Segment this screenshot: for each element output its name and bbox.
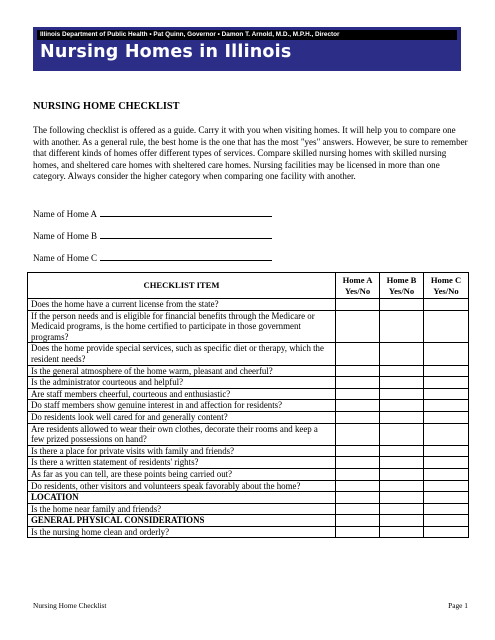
home-a-answer-cell[interactable] — [336, 480, 380, 492]
home-b-answer-cell[interactable] — [380, 299, 424, 311]
checklist-question: Is the home near family and friends? — [28, 503, 336, 515]
checklist-item-header: CHECKLIST ITEM — [28, 273, 336, 299]
home-a-answer-cell[interactable] — [336, 515, 380, 527]
home-c-answer-cell[interactable] — [424, 343, 469, 365]
home-c-answer-cell[interactable] — [424, 377, 469, 389]
home-a-answer-cell[interactable] — [336, 411, 380, 423]
home-a-name-line — [33, 207, 272, 219]
table-row — [28, 411, 469, 423]
table-row — [28, 480, 469, 492]
table-row — [28, 365, 469, 377]
home-a-answer-cell[interactable] — [336, 526, 380, 538]
table-row — [28, 388, 469, 400]
footer-title: Nursing Home Checklist — [33, 601, 107, 610]
table-row — [28, 310, 469, 343]
intro-paragraph: The following checklist is offered as a guide. Carry it with you when visiting homes. It will help you to compare one with another. As a general rule, the best home is the one that has the most "yes" answers. However, be sure to remember that different kinds of homes offer different types of services. Compare skilled nursing homes with skilled nursing homes, and sheltered care homes with sheltered care homes. Nursing facilities may be licensed in more than one category. Always consider the higher category when comparing one facility with another. — [33, 125, 468, 182]
home-a-answer-cell[interactable] — [336, 299, 380, 311]
home-c-answer-cell[interactable] — [424, 526, 469, 538]
home-c-answer-cell[interactable] — [424, 492, 469, 504]
home-a-answer-cell[interactable] — [336, 503, 380, 515]
table-row — [28, 299, 469, 311]
header-banner — [33, 27, 461, 71]
checklist-question: Does the home have a current license from the state? — [28, 299, 336, 311]
home-a-label: Name of Home A — [33, 209, 98, 219]
home-c-label: Name of Home C — [33, 253, 98, 263]
home-a-answer-cell[interactable] — [336, 310, 380, 343]
home-c-answer-cell[interactable] — [424, 388, 469, 400]
checklist-question: Do residents, other visitors and volunteers speak favorably about the home? — [28, 480, 336, 492]
table-row — [28, 423, 469, 445]
page-heading: NURSING HOME CHECKLIST — [33, 101, 180, 112]
home-c-answer-cell[interactable] — [424, 480, 469, 492]
table-row — [28, 377, 469, 389]
checklist-question: Do staff members show genuine interest in and affection for residents? — [28, 400, 336, 412]
banner-title: Nursing Homes in Illinois — [40, 42, 292, 62]
checklist-question: Is the general atmosphere of the home warm, pleasant and cheerful? — [28, 365, 336, 377]
home-b-blank[interactable] — [100, 229, 272, 239]
home-b-label: Name of Home B — [33, 231, 98, 241]
home-b-answer-cell[interactable] — [380, 423, 424, 445]
checklist-question: As far as you can tell, are these points being carried out? — [28, 468, 336, 480]
home-b-answer-cell[interactable] — [380, 411, 424, 423]
home-b-answer-cell[interactable] — [380, 515, 424, 527]
table-row — [28, 468, 469, 480]
checklist-question: Do residents look well cared for and generally content? — [28, 411, 336, 423]
table-row — [28, 457, 469, 469]
table-row — [28, 503, 469, 515]
checklist-question: Does the home provide special services, such as specific diet or therapy, which the resident needs? — [28, 343, 336, 365]
checklist-question: Are staff members cheerful, courteous and enthusiastic? — [28, 388, 336, 400]
section-row — [28, 515, 469, 527]
home-a-answer-cell[interactable] — [336, 492, 380, 504]
home-b-answer-cell[interactable] — [380, 400, 424, 412]
home-c-answer-cell[interactable] — [424, 423, 469, 445]
home-c-answer-cell[interactable] — [424, 503, 469, 515]
checklist-table — [27, 272, 469, 538]
banner-agency-line: Illinois Department of Public Health • Pat Quinn, Governor • Damon T. Arnold, M.D., M.P.H., Director — [37, 30, 457, 40]
home-a-answer-cell[interactable] — [336, 468, 380, 480]
checklist-question: Is the nursing home clean and orderly? — [28, 526, 336, 538]
home-b-answer-cell[interactable] — [380, 388, 424, 400]
home-c-answer-cell[interactable] — [424, 299, 469, 311]
home-b-answer-cell[interactable] — [380, 343, 424, 365]
home-a-answer-cell[interactable] — [336, 388, 380, 400]
section-row — [28, 492, 469, 504]
home-b-answer-cell[interactable] — [380, 503, 424, 515]
home-b-answer-cell[interactable] — [380, 492, 424, 504]
home-b-answer-cell[interactable] — [380, 480, 424, 492]
home-b-answer-cell[interactable] — [380, 365, 424, 377]
section-heading: GENERAL PHYSICAL CONSIDERATIONS — [28, 515, 336, 527]
home-b-name-line — [33, 229, 272, 241]
footer-page-number: Page 1 — [448, 601, 468, 610]
home-c-header: Home C Yes/No — [424, 273, 469, 299]
home-a-blank[interactable] — [100, 207, 272, 217]
table-row — [28, 343, 469, 365]
home-b-answer-cell[interactable] — [380, 468, 424, 480]
home-a-answer-cell[interactable] — [336, 423, 380, 445]
home-c-answer-cell[interactable] — [424, 457, 469, 469]
table-row — [28, 445, 469, 457]
home-b-answer-cell[interactable] — [380, 457, 424, 469]
home-c-answer-cell[interactable] — [424, 310, 469, 343]
home-a-answer-cell[interactable] — [336, 377, 380, 389]
home-b-answer-cell[interactable] — [380, 377, 424, 389]
home-c-answer-cell[interactable] — [424, 411, 469, 423]
home-c-answer-cell[interactable] — [424, 365, 469, 377]
home-b-header: Home B Yes/No — [380, 273, 424, 299]
checklist-question: Is the administrator courteous and helpful? — [28, 377, 336, 389]
home-a-answer-cell[interactable] — [336, 445, 380, 457]
home-c-answer-cell[interactable] — [424, 468, 469, 480]
home-a-answer-cell[interactable] — [336, 365, 380, 377]
section-heading: LOCATION — [28, 492, 336, 504]
home-c-answer-cell[interactable] — [424, 400, 469, 412]
home-c-name-line — [33, 251, 272, 263]
table-row — [28, 400, 469, 412]
checklist-question: Is there a written statement of residents' rights? — [28, 457, 336, 469]
checklist-question: If the person needs and is eligible for financial benefits through the Medicare or Medicaid programs, is the home certified to participate in those government programs? — [28, 310, 336, 343]
home-b-answer-cell[interactable] — [380, 310, 424, 343]
table-header-row — [28, 273, 469, 299]
home-a-header: Home A Yes/No — [336, 273, 380, 299]
home-b-answer-cell[interactable] — [380, 445, 424, 457]
checklist-question: Is there a place for private visits with family and friends? — [28, 445, 336, 457]
home-c-answer-cell[interactable] — [424, 515, 469, 527]
home-c-blank[interactable] — [100, 251, 272, 261]
home-c-answer-cell[interactable] — [424, 445, 469, 457]
home-a-answer-cell[interactable] — [336, 457, 380, 469]
checklist-question: Are residents allowed to wear their own clothes, decorate their rooms and keep a few prized possessions on hand? — [28, 423, 336, 445]
home-b-answer-cell[interactable] — [380, 526, 424, 538]
home-a-answer-cell[interactable] — [336, 400, 380, 412]
home-a-answer-cell[interactable] — [336, 343, 380, 365]
table-row — [28, 526, 469, 538]
